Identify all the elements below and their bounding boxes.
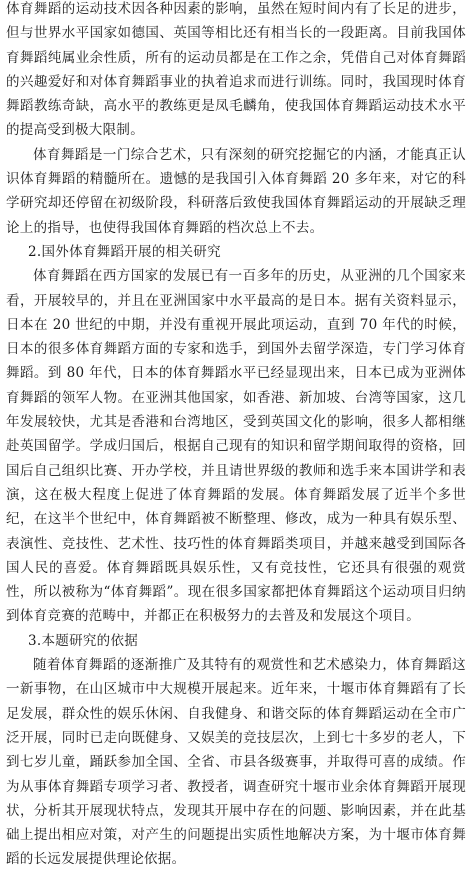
paragraph-foreign-development: 体育舞蹈在西方国家的发展已有一百多年的历史，从亚洲的几个国家来看，开展较早的，并且在亚洲国家中水平最高的是日本。据有关资料显示，日本在 20 世纪的中期，并没有重视开展此项运动，直到 70 年代的时候，日本的很多体育舞蹈方面的专家和选手，到国外去留学深造，专门学习体育舞蹈。到 80 年代，日本的体育舞蹈水平已经显现出来，日本已成为亚洲体育舞蹈的领军人物。在亚洲其他国家，如香港、新加坡、台湾等国家，这几年发展较快，尤其是香港和台湾地区，受到英国文化的影响，很多人都相继赴英国留学。学成归国后，根据自己现有的知识和留学期间取得的资格，回国后自己组织比赛、开办学校，并且请世界级的教师和选手来本国讲学和表演，这在极大程度上促进了体育舞蹈的发展。体育舞蹈发展了近半个多世纪，在这半个世纪中，体育舞蹈被不断整理、修改，成为一种具有娱乐型、表演性、竞技性、艺术性、技巧性的体育舞蹈类项目，并越来越受到国际各国人民的喜爱。体育舞蹈既具娱乐性，又有竞技性，它还具有很强的观赏性，所以被称为“体育舞蹈”。现在很多国家都把体育舞蹈这个运动项目归纳到体育竞赛的范畴中，并都正在积极努力的去普及和发展这个项目。 bbox=[6, 268, 466, 625]
paragraph-intro-tail: 体育舞蹈的运动技术因各种因素的影响，虽然在短时间内有了长足的进步，但与世界水平国家如德国、英国等相比还有相当长的一段距离。目前我国体育舞蹈纯属业余性质，所有的运动员都是在工作之余，凭借自己对体育舞蹈的兴趣爱好和对体育舞蹈事业的执着追求而进行训练。同时，我国现时体育舞蹈教练奇缺，高水平的教练更是凤毛麟角，使我国体育舞蹈运动技术水平的提高受到极大限制。 bbox=[6, 1, 466, 139]
section-heading-research-basis: 3.本题研究的依据 bbox=[28, 632, 139, 649]
paragraph-research-basis: 随着体育舞蹈的逐渐推广及其特有的观赏性和艺术感染力，体育舞蹈这一新事物，在山区城市中大规模开展起来。近年来，十堰市体育舞蹈有了长足发展，群众性的娱乐休闲、自我健身、和谐交际的体育舞蹈运动在全市广泛开展，同时已走向既健身、又娱美的竞技层次，上到七十多岁的老人，下到七岁儿童，踊跃参加全国、全省、市县各级赛事，并取得可喜的成绩。作为从事体育舞蹈专项学习者、教授者，调查研究十堰市业余体育舞蹈开展现状，分析其开展现状特点，发现其开展中存在的问题、影响因素，并在此基础上提出相应对策，对产生的问题提出实质性地解决方案，为十堰市体育舞蹈的长远发展提供理论依据。 bbox=[6, 657, 466, 868]
section-heading-foreign-research: 2.国外体育舞蹈开展的相关研究 bbox=[28, 243, 221, 260]
paragraph-art: 体育舞蹈是一门综合艺术，只有深刻的研究挖掘它的内涵，才能真正认识体育舞蹈的精髓所在。遗憾的是我国引入体育舞蹈 20 多年来，对它的科学研究却还停留在初级阶段，科研落后致使我国体育舞蹈运动的开展缺乏理论上的指导，也使得我国体育舞蹈的档次总上不去。 bbox=[6, 146, 466, 236]
